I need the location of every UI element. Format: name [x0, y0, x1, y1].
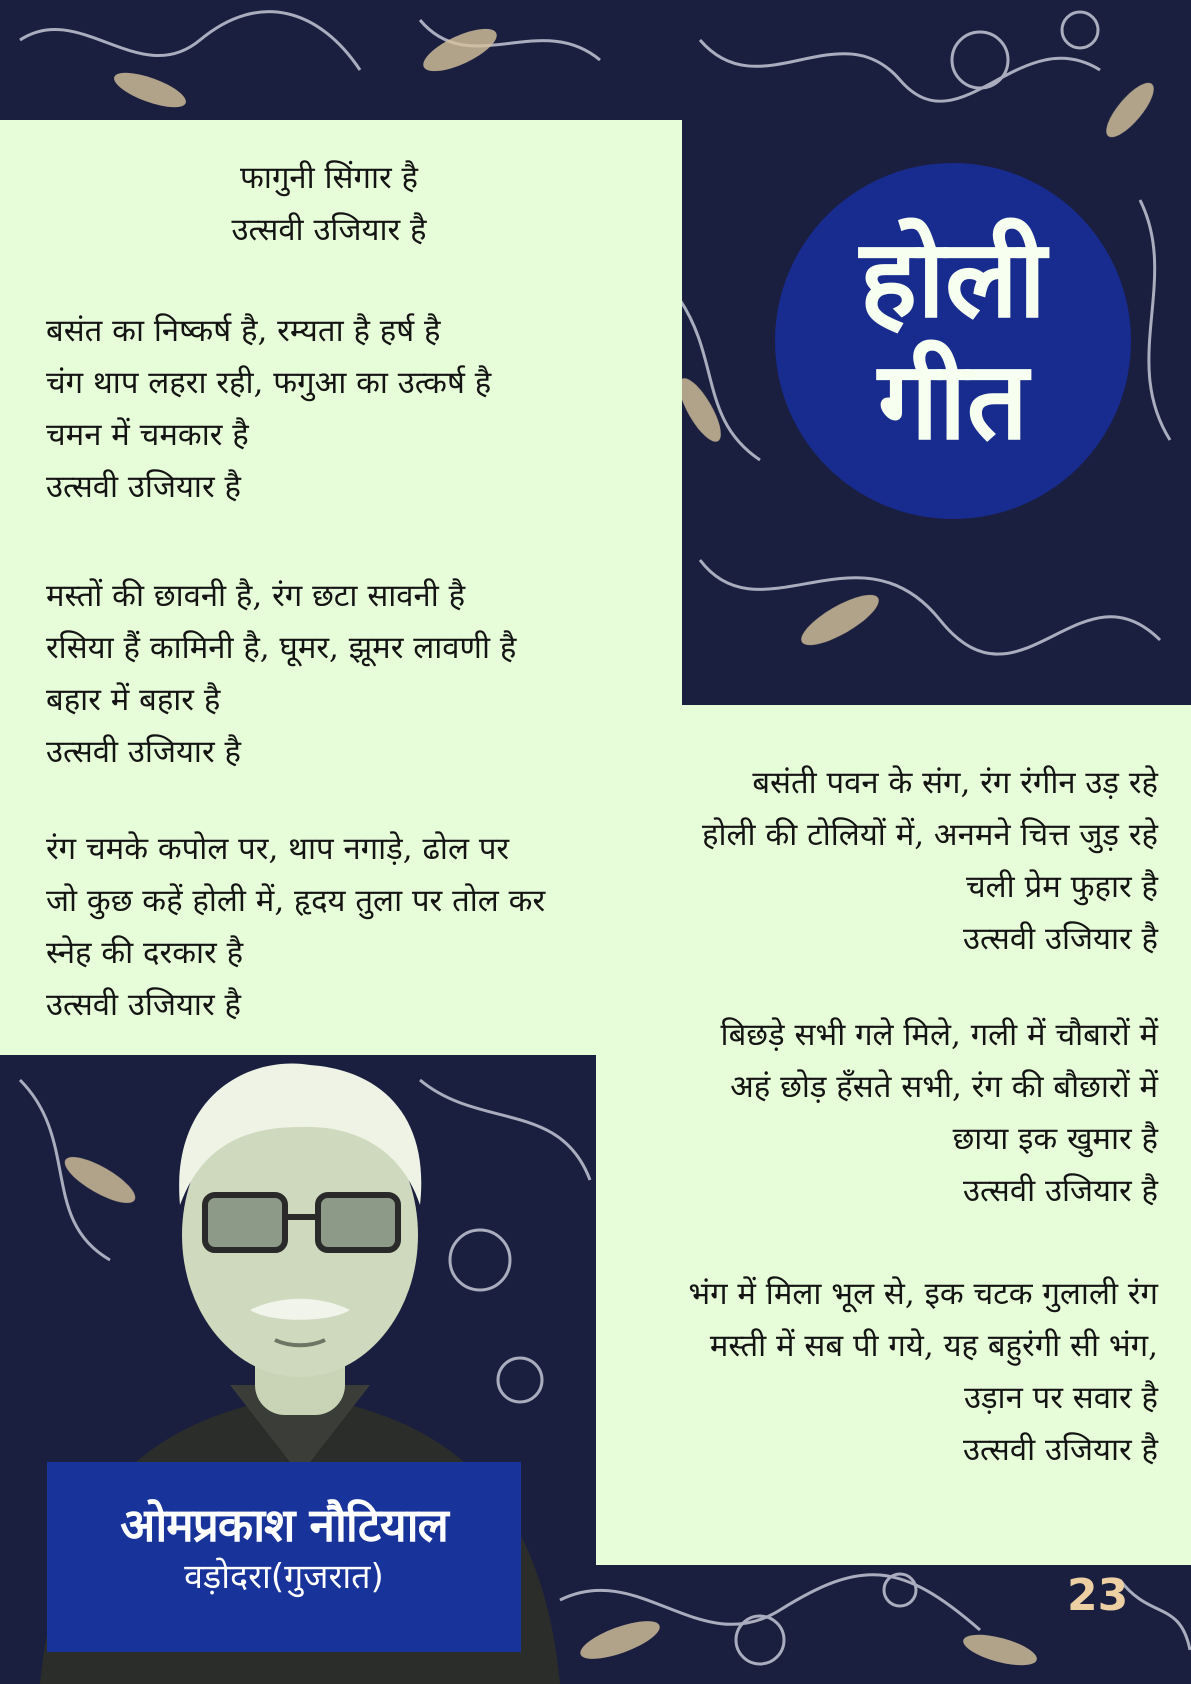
poem-line: जो कुछ कहें होली में, हृदय तुला पर तोल कर — [46, 883, 546, 919]
poem-line: अहं छोड़ हँसते सभी, रंग की बौछारों में — [730, 1069, 1158, 1105]
poem-line: बसंत का निष्कर्ष है, रम्यता है हर्ष है — [46, 313, 441, 349]
poem-stanza-1 — [46, 305, 491, 513]
poem-line: मस्तों की छावनी है, रंग छटा सावनी है — [46, 578, 466, 614]
poem-stanza-5 — [721, 1009, 1158, 1217]
title-line-2: गीत — [877, 339, 1029, 464]
poem-line: चंग थाप लहरा रही, फगुआ का उत्कर्ष है — [46, 365, 492, 401]
poem-line: उत्सवी उजियार है — [963, 1173, 1158, 1209]
poem-line: बिछड़े सभी गले मिले, गली में चौबारों में — [720, 1017, 1158, 1053]
poem-stanza-3 — [46, 823, 545, 1031]
poem-line: होली की टोलियों में, अनमने चित्त जुड़ रहे — [702, 817, 1158, 853]
poem-stanza-2 — [46, 570, 516, 778]
poem-line: बसंती पवन के संग, रंग रंगीन उड़ रहे — [752, 765, 1158, 801]
poem-line: उत्सवी उजियार है — [963, 1432, 1158, 1468]
poem-line: उड़ान पर सवार है — [963, 1380, 1158, 1416]
poem-line: मस्ती में सब पी गये, यह बहुरंगी सी भंग, — [709, 1328, 1158, 1364]
poem-line: स्नेह की दरकार है — [46, 935, 244, 971]
poem-line: बहार में बहार है — [46, 682, 221, 718]
title-line-1: होली — [859, 217, 1047, 342]
poem-line: रसिया हैं कामिनी है, घूमर, झूमर लावणी है — [46, 630, 517, 666]
poem-line: उत्सवी उजियार है — [963, 921, 1158, 957]
author-credit — [47, 1462, 521, 1652]
author-name: ओमप्रकाश नौटियाल — [120, 1498, 448, 1552]
author-place: वड़ोदरा(गुजरात) — [184, 1557, 384, 1597]
title-badge — [775, 163, 1131, 519]
poem-line: उत्सवी उजियार है — [46, 734, 241, 770]
poem-line: उत्सवी उजियार है — [46, 987, 241, 1023]
poem-refrain-intro — [0, 152, 682, 256]
poem-line: रंग चमके कपोल पर, थाप नगाड़े, ढोल पर — [46, 831, 510, 867]
poem-line: चमन में चमकार है — [46, 417, 249, 453]
poem-line: छाया इक खुमार है — [952, 1121, 1158, 1157]
poem-line: चली प्रेम फुहार है — [965, 869, 1158, 905]
poem-stanza-4 — [702, 757, 1158, 965]
poem-line: फागुनी सिंगार है — [240, 160, 418, 196]
page-number: 23 — [1067, 1570, 1129, 1621]
poem-stanza-6 — [688, 1268, 1158, 1476]
poem-line: उत्सवी उजियार है — [46, 469, 241, 505]
poem-line: भंग में मिला भूल से, इक चटक गुलाली रंग — [688, 1276, 1158, 1312]
poem-line: उत्सवी उजियार है — [231, 212, 427, 248]
